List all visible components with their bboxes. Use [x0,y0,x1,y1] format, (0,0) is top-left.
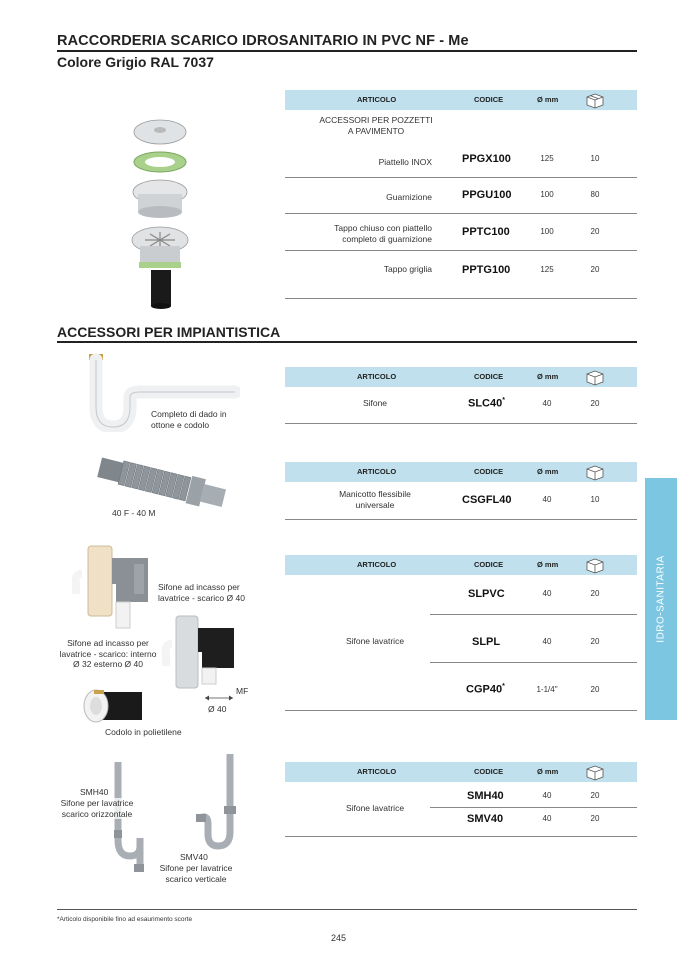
row-diametro: 40 [542,791,552,800]
tail-caption: Codolo in polietilene [105,727,182,737]
built-in-siphon-caption: Sifone ad incasso per lavatrice - scarico Ø 40 [158,582,245,603]
col-codice: CODICE [474,95,504,104]
col-codice: CODICE [474,767,504,776]
col-diametro: Ø mm [537,372,559,381]
siphon-h-caption: Sifone per lavatrice scarico orizzontale [55,798,139,819]
row-divider [285,836,637,837]
title-rule [57,50,637,52]
row-diametro: 40 [542,814,552,823]
table-header-csgfl [285,462,637,482]
package-box-icon [585,763,605,781]
row-codice: SMH40 [467,790,504,802]
row-articolo: Manicotto flessibile universale [339,489,411,510]
siphon-v-caption: Sifone per lavatrice scarico verticale [159,863,233,884]
row-diametro: 40 [542,399,552,408]
row-divider [430,614,637,615]
row-diametro: 125 [540,154,554,163]
row-codice: PPTC100 [462,226,510,238]
row-pack: 20 [590,589,600,598]
col-codice: CODICE [474,372,504,381]
section-rule [57,341,637,343]
row-pack: 10 [590,495,600,504]
row-codice: SLPL [472,636,501,648]
row-divider [430,662,637,663]
side-tab-label: IDRO-SANITARIA [655,555,667,643]
row-articolo: Sifone lavatrice [345,803,405,813]
row-codice: SMV40 [467,813,504,825]
siphon-caption: Completo di dado in ottone e codolo [151,409,227,430]
row-divider [430,807,637,808]
page-subtitle: Colore Grigio RAL 7037 [57,54,214,70]
built-in-siphon-grey-image [72,544,162,630]
row-diametro: 1-1/4" [536,685,558,694]
row-codice [466,683,505,696]
built-in-siphon-caption: Sifone ad incasso per lavatrice - scarico: interno Ø 32 esterno Ø 40 [59,638,157,669]
row-divider [285,519,637,520]
row-diametro: 40 [542,589,552,598]
group-label: ACCESSORI PER POZZETTI A PAVIMENTO [319,115,433,136]
table-header-slc [285,367,637,387]
package-box-icon [585,556,605,574]
page-number: 245 [330,933,347,943]
row-divider [285,423,637,424]
row-pack: 20 [590,685,600,694]
col-diametro: Ø mm [537,467,559,476]
siphon-vertical-image [194,752,240,856]
col-diametro: Ø mm [537,95,559,104]
table-header-pozzetti [285,90,637,110]
row-codice [468,397,505,410]
codice-text: CGP40 [466,683,503,696]
row-articolo: Sifone lavatrice [345,636,405,646]
row-pack: 20 [590,814,600,823]
package-box-icon [585,368,605,386]
row-diametro: 40 [542,637,552,646]
mf-label: MF [236,686,249,696]
diameter-label: Ø 40 [208,704,227,714]
footnote-mark: * [502,683,505,690]
row-divider [285,298,637,299]
col-articolo: ARTICOLO [357,560,397,569]
row-articolo: Piattello INOX [378,157,432,167]
side-tab [645,478,677,720]
dimension-arrow [203,694,235,702]
table-header-slpvc [285,555,637,575]
row-pack: 20 [590,637,600,646]
row-divider [285,710,637,711]
col-articolo: ARTICOLO [357,95,397,104]
polyethylene-tail-image [74,686,146,726]
col-articolo: ARTICOLO [357,467,397,476]
row-codice: PPTG100 [462,264,511,276]
package-box-icon [585,91,605,109]
row-pack: 20 [590,227,600,236]
row-diametro: 125 [540,265,554,274]
row-pack: 10 [590,154,600,163]
col-codice: CODICE [474,560,504,569]
row-codice: SLPVC [468,588,505,600]
col-diametro: Ø mm [537,560,559,569]
col-codice: CODICE [474,467,504,476]
row-diametro: 100 [540,190,554,199]
row-codice: CSGFL40 [462,494,512,506]
sleeve-caption: 40 F - 40 M [112,508,156,518]
floor-drain-parts-image [125,114,195,310]
row-divider [285,177,637,178]
package-box-icon [585,463,605,481]
row-codice: PPGX100 [462,153,511,165]
codice-text: SLC40 [468,397,503,410]
row-articolo: Sifone [362,398,388,408]
row-articolo: Guarnizione [386,192,432,202]
row-diametro: 40 [542,495,552,504]
built-in-siphon-black-image [160,614,240,694]
row-pack: 80 [590,190,600,199]
section-title: ACCESSORI PER IMPIANTISTICA [57,324,281,340]
col-articolo: ARTICOLO [357,767,397,776]
row-articolo: Tappo griglia [383,264,432,274]
col-articolo: ARTICOLO [357,372,397,381]
row-codice: PPGU100 [462,189,512,201]
row-diametro: 100 [540,227,554,236]
col-diametro: Ø mm [537,767,559,776]
table-header-smh [285,762,637,782]
row-divider [285,213,637,214]
footer-rule [57,909,637,910]
row-articolo: Tappo chiuso con piattello completo di guarnizione [334,223,432,244]
siphon-v-code: SMV40 [180,852,208,862]
row-divider [285,250,637,251]
footnote: *Articolo disponibile fino ad esaurimento scorte [57,916,193,923]
row-pack: 20 [590,791,600,800]
row-pack: 20 [590,265,600,274]
footnote-mark: * [502,397,505,404]
row-pack: 20 [590,399,600,408]
siphon-h-code: SMH40 [80,787,109,797]
page-title: RACCORDERIA SCARICO IDROSANITARIO IN PVC NF - Me [57,33,469,49]
